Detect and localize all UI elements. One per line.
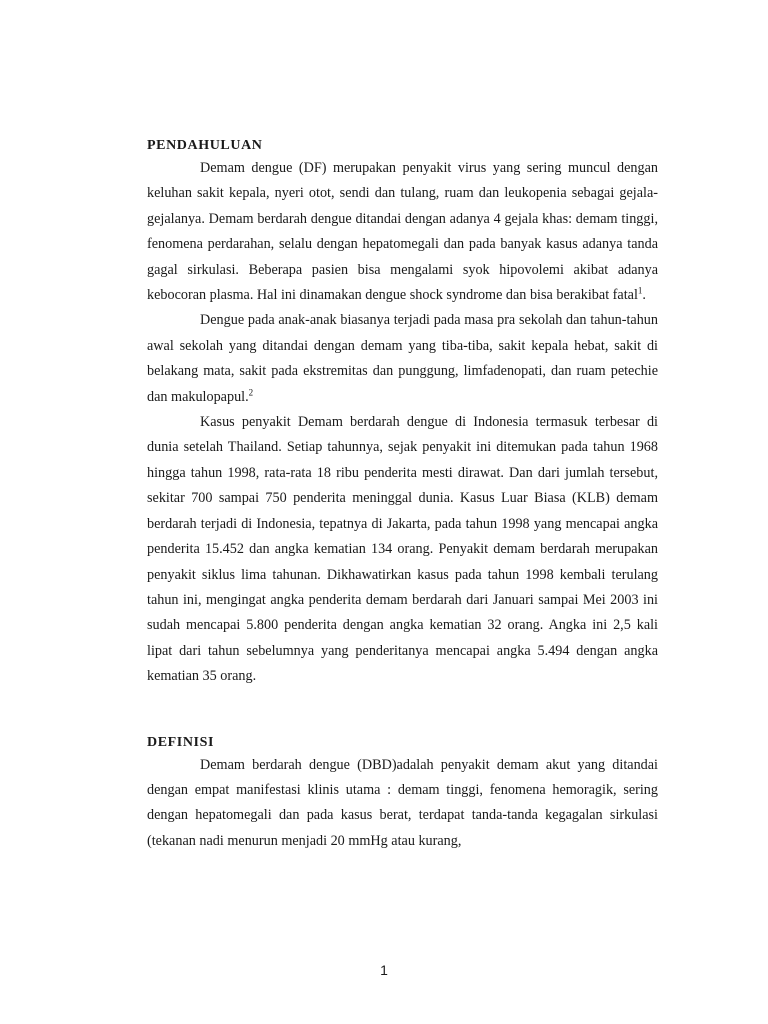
paragraph-pendahuluan-3 xyxy=(147,410,658,689)
paragraph-text: Demam berdarah dengue (DBD)adalah penyakit demam akut yang ditandai dengan empat manifestasi klinis utama : demam tinggi, fenomena hemoragik, sering dengan hepatomegali dan pada kasus berat, terdapat tanda-tanda kegagalan sirkulasi (tekanan nadi menurun menjadi 20 mmHg atau kurang, xyxy=(147,756,658,849)
section-spacer xyxy=(147,690,658,733)
paragraph-definisi-1 xyxy=(147,753,658,855)
footnote-reference: 2 xyxy=(248,386,254,397)
page-number: 1 xyxy=(380,962,388,978)
paragraph-end: . xyxy=(642,287,646,304)
paragraph-text: Dengue pada anak-anak biasanya terjadi pada masa pra sekolah dan tahun-tahun awal sekolah yang ditandai dengan demam yang tiba-tiba, sakit kepala hebat, sakit di belakang mata, sakit pada ekstremitas dan punggung, limfadenopati, dan ruam petechie dan makulopapul. xyxy=(147,312,658,405)
paragraph-pendahuluan-1 xyxy=(147,156,658,308)
paragraph-pendahuluan-2 xyxy=(147,308,658,410)
section-heading-pendahuluan: PENDAHULUAN xyxy=(147,138,263,153)
paragraph-text: Kasus penyakit Demam berdarah dengue di Indonesia termasuk terbesar di dunia setelah Thailand. Setiap tahunnya, sejak penyakit ini ditemukan pada tahun 1968 hingga tahun 1998, rata-rata 18 ribu penderita mesti dirawat. Dan dari jumlah tersebut, sekitar 700 sampai 750 penderita meninggal dunia. Kasus Luar Biasa (KLB) demam berdarah terjadi di Indonesia, tepatnya di Jakarta, pada tahun 1998 yang mencapai angka penderita 15.452 dan angka kematian 134 orang. Penyakit demam berdarah merupakan penyakit siklus lima tahunan. Dikhawatirkan kasus pada tahun 1998 kembali terulang tahun ini, mengingat angka penderita demam berdarah dari Januari sampai Mei 2003 ini sudah mencapai 5.800 penderita dengan angka kematian 32 orang. Angka ini 2,5 kali lipat dari tahun sebelumnya yang penderitanya mencapai angka 5.494 dengan angka kematian 35 orang. xyxy=(147,414,658,685)
document-body xyxy=(147,136,658,854)
footnote-reference: 1 xyxy=(637,285,643,296)
paragraph-text: Demam dengue (DF) merupakan penyakit virus yang sering muncul dengan keluhan sakit kepala, nyeri otot, sendi dan tulang, ruam dan leukopenia sebagai gejala-gejalanya. Demam berdarah dengue ditandai dengan adanya 4 gejala khas: demam tinggi, fenomena perdarahan, selalu dengan hepatomegali dan pada banyak kasus adanya tanda gagal sirkulasi. Beberapa pasien bisa mengalami syok hipovolemi akibat adanya kebocoran plasma. Hal ini dinamakan dengue shock syndrome dan bisa berakibat fatal xyxy=(147,160,658,304)
section-heading-definisi: DEFINISI xyxy=(147,734,215,750)
